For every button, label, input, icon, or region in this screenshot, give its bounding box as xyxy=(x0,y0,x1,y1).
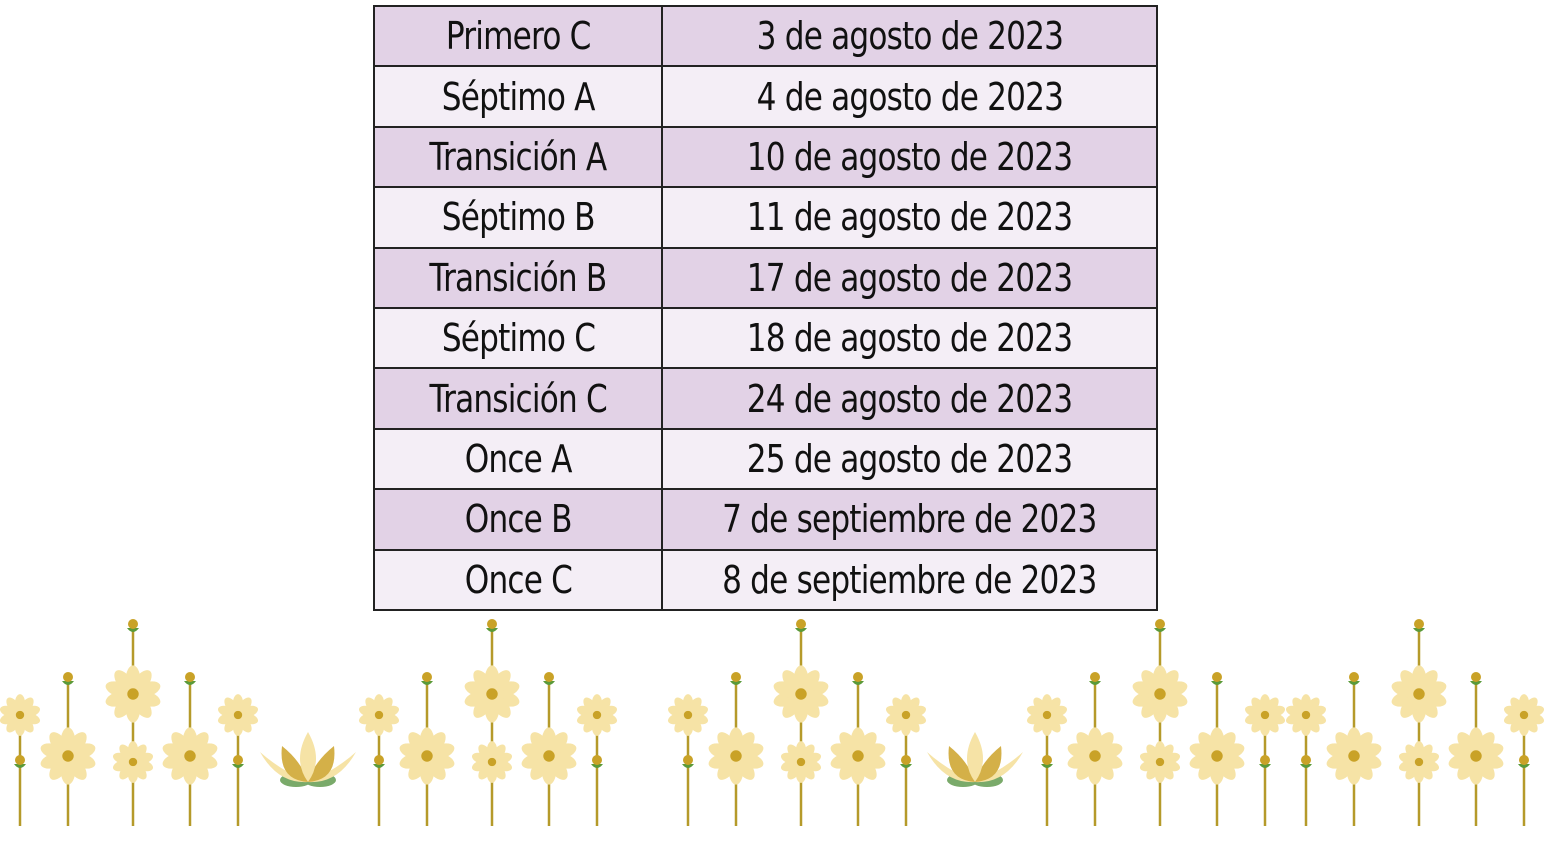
flower-bud xyxy=(374,755,384,765)
group-cell: Primero C xyxy=(374,6,662,66)
daisy-flower xyxy=(111,741,154,783)
daisy-flower xyxy=(1397,741,1440,783)
daisy-flower xyxy=(779,741,822,783)
flower-bud xyxy=(1471,672,1481,682)
flower-bud xyxy=(233,755,243,765)
daisy-flower xyxy=(829,727,888,784)
group-cell: Once C xyxy=(374,550,662,610)
group-cell: Séptimo C xyxy=(374,308,662,368)
date-cell: 3 de agosto de 2023 xyxy=(662,6,1157,66)
daisy-flower xyxy=(104,665,163,722)
date-cell: 25 de agosto de 2023 xyxy=(662,429,1157,489)
daisy-flower xyxy=(463,665,522,722)
schedule-body xyxy=(374,6,1157,610)
daisy-flower xyxy=(357,694,400,736)
daisy-flower xyxy=(1131,665,1190,722)
daisy-flower xyxy=(1138,741,1181,783)
date-cell: 24 de agosto de 2023 xyxy=(662,368,1157,428)
flower-bud xyxy=(901,755,911,765)
flower-bud xyxy=(15,755,25,765)
daisy-flower xyxy=(520,727,579,784)
daisy-flower xyxy=(1243,694,1286,736)
table-row xyxy=(374,127,1157,187)
daisy-flower xyxy=(161,727,220,784)
flower-bud xyxy=(796,619,806,629)
date-cell: 8 de septiembre de 2023 xyxy=(662,550,1157,610)
daisy-flower xyxy=(398,727,457,784)
group-cell: Transición C xyxy=(374,368,662,428)
daisy-flower xyxy=(39,727,98,784)
flower-bud xyxy=(128,619,138,629)
table-row xyxy=(374,66,1157,126)
schedule-table xyxy=(373,5,1158,611)
daisy-flower xyxy=(1390,665,1449,722)
daisy-flower xyxy=(1502,694,1544,736)
flower-bud xyxy=(1042,755,1052,765)
daisy-flower xyxy=(575,694,618,736)
flower-border-decoration xyxy=(0,612,1544,850)
flower-bud xyxy=(422,672,432,682)
daisy-flower xyxy=(0,694,42,736)
group-cell: Transición B xyxy=(374,248,662,308)
daisy-flower xyxy=(1325,727,1384,784)
flower-bud xyxy=(1414,619,1424,629)
flower-bud xyxy=(1260,755,1270,765)
daisy-flower xyxy=(1447,727,1506,784)
flower-bud xyxy=(731,672,741,682)
table-row xyxy=(374,489,1157,549)
table-row xyxy=(374,248,1157,308)
table-row xyxy=(374,550,1157,610)
daisy-flower xyxy=(470,741,513,783)
table-row xyxy=(374,429,1157,489)
table-row xyxy=(374,187,1157,247)
table-row xyxy=(374,6,1157,66)
daisy-flower xyxy=(1066,727,1125,784)
flower-bud xyxy=(487,619,497,629)
table-row xyxy=(374,308,1157,368)
daisy-flower xyxy=(707,727,766,784)
flower-bud xyxy=(1349,672,1359,682)
flower-bud xyxy=(1155,619,1165,629)
daisy-flower xyxy=(1025,694,1068,736)
group-cell: Once B xyxy=(374,489,662,549)
date-cell: 4 de agosto de 2023 xyxy=(662,66,1157,126)
flower-bud xyxy=(853,672,863,682)
flower-bud xyxy=(1301,755,1311,765)
flower-bud xyxy=(1212,672,1222,682)
group-cell: Séptimo A xyxy=(374,66,662,126)
flower-bud xyxy=(1090,672,1100,682)
date-cell: 11 de agosto de 2023 xyxy=(662,187,1157,247)
date-cell: 10 de agosto de 2023 xyxy=(662,127,1157,187)
date-cell: 7 de septiembre de 2023 xyxy=(662,489,1157,549)
daisy-flower xyxy=(772,665,831,722)
group-cell: Séptimo B xyxy=(374,187,662,247)
date-cell: 18 de agosto de 2023 xyxy=(662,308,1157,368)
date-cell: 17 de agosto de 2023 xyxy=(662,248,1157,308)
flower-bud xyxy=(63,672,73,682)
flower-bud xyxy=(544,672,554,682)
flower-bud xyxy=(683,755,693,765)
table-row xyxy=(374,368,1157,428)
flower-bud xyxy=(592,755,602,765)
flower-bud xyxy=(185,672,195,682)
daisy-flower xyxy=(1284,694,1327,736)
flower-bud xyxy=(1519,755,1529,765)
group-cell: Transición A xyxy=(374,127,662,187)
daisy-flower xyxy=(884,694,927,736)
daisy-flower xyxy=(216,694,259,736)
group-cell: Once A xyxy=(374,429,662,489)
daisy-flower xyxy=(1188,727,1247,784)
daisy-flower xyxy=(666,694,709,736)
